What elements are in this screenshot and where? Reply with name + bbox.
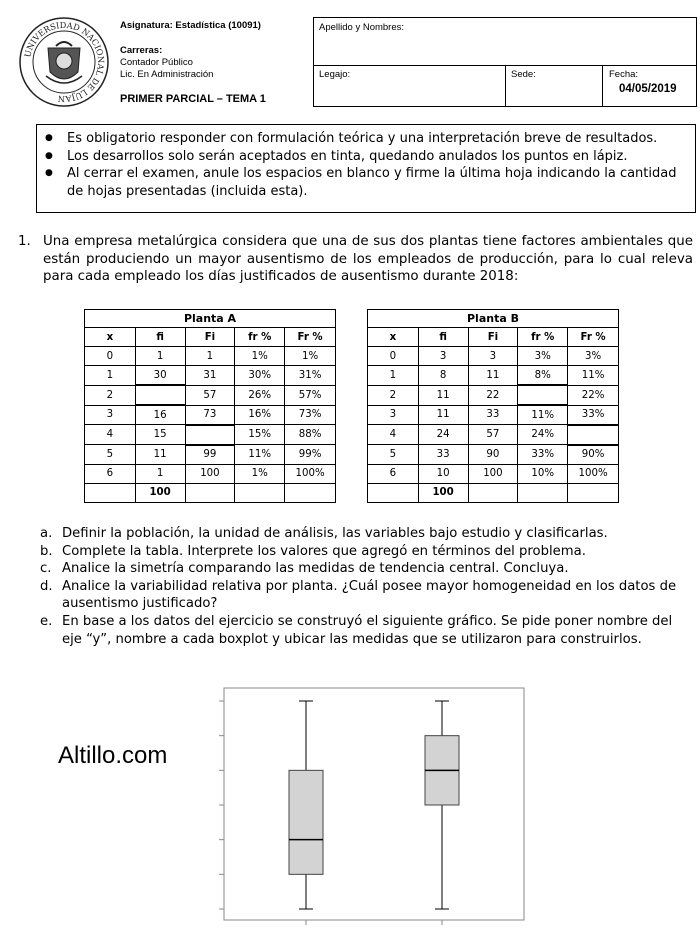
- table-row: [368, 425, 619, 445]
- table-plant-a: [84, 309, 336, 503]
- boxplot-chart: [200, 685, 530, 930]
- cell: 0: [85, 347, 136, 366]
- cell: 22: [468, 385, 518, 405]
- cell: 8: [418, 366, 468, 386]
- subject-label: Asignatura: Estadística (10091): [120, 20, 261, 31]
- cell: 4: [85, 425, 136, 445]
- sub-question: [40, 613, 692, 648]
- cell: 11%: [518, 405, 568, 425]
- table-row: [368, 385, 619, 405]
- sub-question: [40, 578, 692, 613]
- cell: 73: [185, 405, 235, 425]
- item-text: Analice la variabilidad relativa por planta. ¿Cuál posee mayor homogeneidad en los datos de ausentismo justificado?: [62, 578, 677, 612]
- watermark: Altillo.com: [58, 742, 168, 769]
- cell: 33: [468, 405, 518, 425]
- instruction-item: ● Al cerrar el examen, anule los espacios en blanco y firme la última hoja indicando la cantidad de hojas presentadas (incluida esta).: [67, 165, 691, 200]
- col-header: Fi: [185, 328, 235, 347]
- cell: 31%: [285, 366, 336, 386]
- cell: 11%: [568, 366, 619, 386]
- cell: 3%: [568, 347, 619, 366]
- name-label: Apellido y Nombres:: [319, 22, 405, 33]
- cell: 16%: [235, 405, 285, 425]
- box-1: [289, 770, 323, 874]
- blank-cell[interactable]: [568, 425, 619, 445]
- career-item: Contador Público: [120, 57, 193, 68]
- cell: 11: [135, 445, 185, 465]
- blank-cell[interactable]: [185, 425, 235, 445]
- cell: 90%: [568, 445, 619, 465]
- cell: 1%: [235, 347, 285, 366]
- col-header: Fr %: [285, 328, 336, 347]
- item-marker: b.: [40, 543, 53, 559]
- cell: 22%: [568, 385, 619, 405]
- cell: [518, 483, 568, 502]
- cell: [285, 483, 336, 502]
- legajo-field[interactable]: [313, 65, 506, 107]
- plot-frame: [224, 688, 524, 920]
- cell: 4: [368, 425, 419, 445]
- university-seal: [18, 16, 110, 108]
- sub-questions: [40, 525, 692, 648]
- blank-cell[interactable]: [135, 385, 185, 405]
- cell: 10: [418, 464, 468, 483]
- col-header: Fr %: [568, 328, 619, 347]
- cell: 73%: [285, 405, 336, 425]
- cell: 31: [185, 366, 235, 386]
- table-row: [85, 405, 336, 425]
- sede-field[interactable]: [505, 65, 603, 107]
- date-value: 04/05/2019: [619, 83, 677, 95]
- col-header: x: [85, 328, 136, 347]
- cell: 15: [135, 425, 185, 445]
- col-header: x: [368, 328, 419, 347]
- table-title: Planta B: [368, 310, 619, 328]
- cell: [368, 483, 419, 502]
- cell: 3: [468, 347, 518, 366]
- cell: 57: [185, 385, 235, 405]
- cell: 100: [468, 464, 518, 483]
- cell: 5: [368, 445, 419, 465]
- cell: [568, 483, 619, 502]
- cell: 99: [185, 445, 235, 465]
- cell: 11%: [235, 445, 285, 465]
- cell: 11: [418, 405, 468, 425]
- instructions-box: [36, 124, 696, 213]
- instruction-item: ● Es obligatorio responder con formulación teórica y una interpretación breve de resultados.: [67, 130, 691, 148]
- cell: [85, 483, 136, 502]
- cell: 16: [135, 405, 185, 425]
- cell: 2: [368, 385, 419, 405]
- table-row: [368, 366, 619, 386]
- name-field[interactable]: [313, 17, 697, 66]
- table-row: [85, 425, 336, 445]
- total-row: [85, 483, 336, 502]
- table-row: [85, 464, 336, 483]
- cell: 30%: [235, 366, 285, 386]
- cell: 0: [368, 347, 419, 366]
- cell: 57%: [285, 385, 336, 405]
- cell: 1: [185, 347, 235, 366]
- table-plant-b: [367, 309, 619, 503]
- question-text: Una empresa metalúrgica considera que una de sus dos plantas tiene factores ambientales que están produciendo un mayor ausentismo de los empleados de producción, para lo cual releva para cada empleado los días justificados de ausentismo durante 2018:: [43, 234, 693, 284]
- total-row: [368, 483, 619, 502]
- cell: 100%: [568, 464, 619, 483]
- cell: 33: [418, 445, 468, 465]
- total-cell: 100: [418, 483, 468, 502]
- cell: 1%: [235, 464, 285, 483]
- table-title: Planta A: [85, 310, 336, 328]
- item-text: Complete la tabla. Interprete los valores que agregó en términos del problema.: [62, 543, 586, 559]
- date-field: [602, 65, 697, 107]
- cell: [235, 483, 285, 502]
- total-cell: 100: [135, 483, 185, 502]
- cell: 100: [185, 464, 235, 483]
- item-marker: d.: [40, 578, 53, 594]
- col-header: fr %: [235, 328, 285, 347]
- cell: 1: [85, 366, 136, 386]
- table-row: [85, 385, 336, 405]
- blank-cell[interactable]: [518, 385, 568, 405]
- cell: 1: [135, 464, 185, 483]
- cell: [185, 483, 235, 502]
- cell: [468, 483, 518, 502]
- cell: 10%: [518, 464, 568, 483]
- legajo-label: Legajo:: [319, 69, 351, 80]
- cell: 3: [368, 405, 419, 425]
- cell: 3: [85, 405, 136, 425]
- cell: 33%: [518, 445, 568, 465]
- table-row: [368, 405, 619, 425]
- cell: 2: [85, 385, 136, 405]
- cell: 1%: [285, 347, 336, 366]
- seal-text: UNIVERSIDAD NACIONAL DE LUJAN: [22, 19, 107, 105]
- cell: 15%: [235, 425, 285, 445]
- cell: 1: [135, 347, 185, 366]
- instruction-item: ● Los desarrollos solo serán aceptados en tinta, quedando anulados los puntos en lápiz.: [67, 148, 691, 166]
- cell: 88%: [285, 425, 336, 445]
- item-text: Definir la población, la unidad de análisis, las variables bajo estudio y clasificarlas.: [62, 526, 608, 541]
- cell: 6: [368, 464, 419, 483]
- item-marker: e.: [40, 613, 53, 629]
- cell: 11: [468, 366, 518, 386]
- col-header: fi: [418, 328, 468, 347]
- col-header: fi: [135, 328, 185, 347]
- table-row: [85, 366, 336, 386]
- cell: 90: [468, 445, 518, 465]
- cell: 99%: [285, 445, 336, 465]
- cell: 6: [85, 464, 136, 483]
- cell: 3: [418, 347, 468, 366]
- cell: 8%: [518, 366, 568, 386]
- table-row: [85, 347, 336, 366]
- career-item: Lic. En Administración: [120, 69, 214, 80]
- cell: 24: [418, 425, 468, 445]
- careers-title: Carreras:: [120, 45, 163, 56]
- cell: 24%: [518, 425, 568, 445]
- sub-question: [40, 525, 692, 543]
- table-row: [85, 445, 336, 465]
- table-row: [368, 445, 619, 465]
- item-marker: a.: [40, 526, 53, 541]
- cell: 26%: [235, 385, 285, 405]
- col-header: Fi: [468, 328, 518, 347]
- cell: 30: [135, 366, 185, 386]
- cell: 33%: [568, 405, 619, 425]
- item-text: Analice la simetría comparando las medidas de tendencia central. Concluya.: [62, 561, 569, 577]
- cell: 1: [368, 366, 419, 386]
- cell: 5: [85, 445, 136, 465]
- exam-title: PRIMER PARCIAL – TEMA 1: [120, 93, 266, 105]
- date-label: Fecha:: [609, 69, 639, 80]
- question-number: 1.: [18, 234, 31, 249]
- col-header: fr %: [518, 328, 568, 347]
- cell: 100%: [285, 464, 336, 483]
- sub-question: [40, 560, 692, 578]
- sede-label: Sede:: [511, 69, 536, 80]
- item-text: En base a los datos del ejercicio se construyó el siguiente gráfico. Se pide poner nombre del eje “y”, nombre a cada boxplot y ubicar las medidas que se utilizaron para construirlos.: [62, 613, 673, 647]
- item-marker: c.: [40, 561, 52, 577]
- table-row: [368, 464, 619, 483]
- table-row: [368, 347, 619, 366]
- cell: 57: [468, 425, 518, 445]
- cell: 3%: [518, 347, 568, 366]
- cell: 11: [418, 385, 468, 405]
- sub-question: [40, 543, 692, 561]
